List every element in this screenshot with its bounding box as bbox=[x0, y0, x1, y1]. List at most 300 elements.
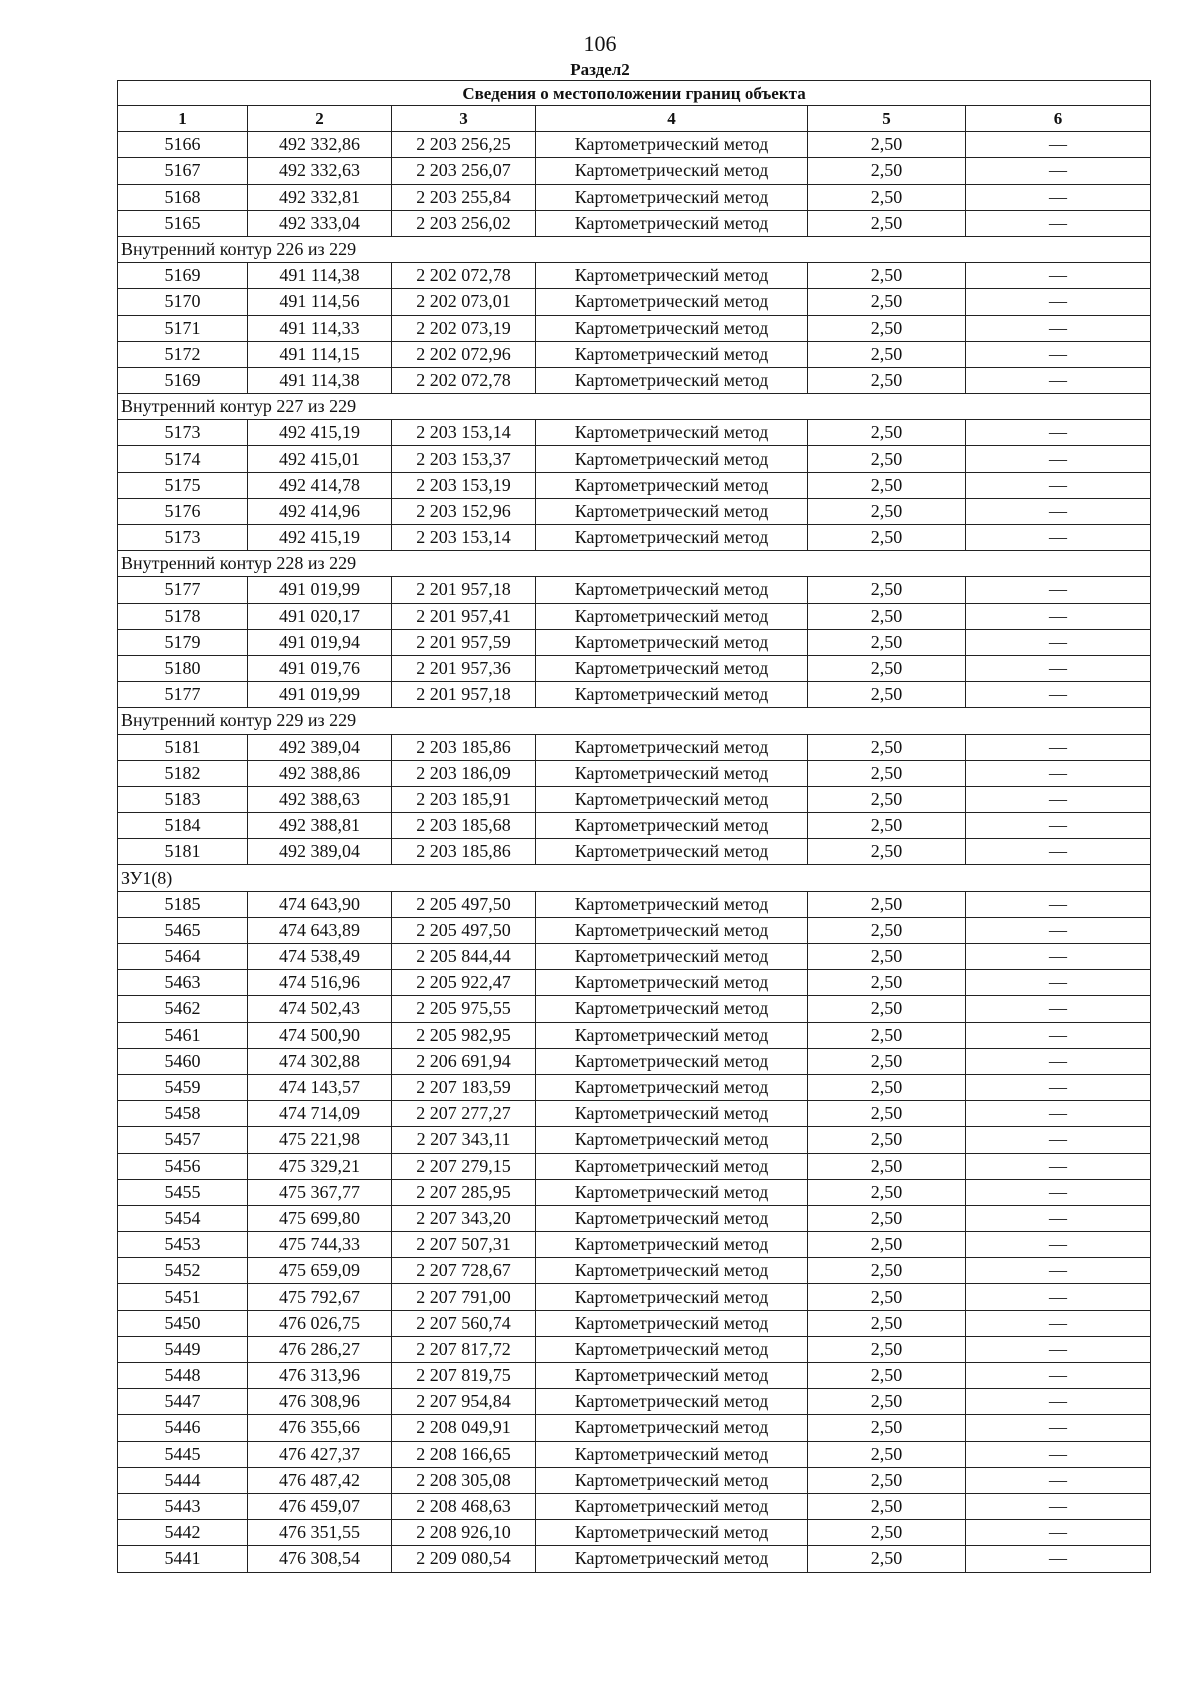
accuracy-cell: 2,50 bbox=[808, 420, 966, 446]
accuracy-cell: 2,50 bbox=[808, 1127, 966, 1153]
x-coordinate-cell: 491 114,38 bbox=[248, 367, 392, 393]
contour-label: Внутренний контур 226 из 229 bbox=[118, 236, 1151, 262]
point-number-cell: 5174 bbox=[118, 446, 248, 472]
point-number-cell: 5460 bbox=[118, 1048, 248, 1074]
y-coordinate-cell: 2 208 166,65 bbox=[392, 1441, 536, 1467]
accuracy-cell: 2,50 bbox=[808, 629, 966, 655]
accuracy-cell: 2,50 bbox=[808, 1101, 966, 1127]
accuracy-cell: 2,50 bbox=[808, 891, 966, 917]
method-cell: Картометрический метод bbox=[536, 629, 808, 655]
x-coordinate-cell: 475 221,98 bbox=[248, 1127, 392, 1153]
method-cell: Картометрический метод bbox=[536, 525, 808, 551]
x-coordinate-cell: 476 351,55 bbox=[248, 1520, 392, 1546]
point-number-cell: 5454 bbox=[118, 1205, 248, 1231]
y-coordinate-cell: 2 203 256,25 bbox=[392, 132, 536, 158]
y-coordinate-cell: 2 206 691,94 bbox=[392, 1048, 536, 1074]
point-number-cell: 5178 bbox=[118, 603, 248, 629]
x-coordinate-cell: 476 026,75 bbox=[248, 1310, 392, 1336]
method-cell: Картометрический метод bbox=[536, 1546, 808, 1572]
point-number-cell: 5443 bbox=[118, 1493, 248, 1519]
point-number-cell: 5181 bbox=[118, 839, 248, 865]
description-cell: — bbox=[966, 629, 1151, 655]
accuracy-cell: 2,50 bbox=[808, 996, 966, 1022]
method-cell: Картометрический метод bbox=[536, 1363, 808, 1389]
description-cell: — bbox=[966, 420, 1151, 446]
y-coordinate-cell: 2 207 817,72 bbox=[392, 1336, 536, 1362]
accuracy-cell: 2,50 bbox=[808, 498, 966, 524]
description-cell: — bbox=[966, 1389, 1151, 1415]
description-cell: — bbox=[966, 184, 1151, 210]
y-coordinate-cell: 2 207 728,67 bbox=[392, 1258, 536, 1284]
accuracy-cell: 2,50 bbox=[808, 184, 966, 210]
table-row bbox=[118, 210, 1151, 236]
description-cell: — bbox=[966, 734, 1151, 760]
method-cell: Картометрический метод bbox=[536, 891, 808, 917]
description-cell: — bbox=[966, 1467, 1151, 1493]
method-cell: Картометрический метод bbox=[536, 472, 808, 498]
description-cell: — bbox=[966, 446, 1151, 472]
table-row bbox=[118, 1179, 1151, 1205]
table-row bbox=[118, 682, 1151, 708]
table-row bbox=[118, 1389, 1151, 1415]
accuracy-cell: 2,50 bbox=[808, 1363, 966, 1389]
accuracy-cell: 2,50 bbox=[808, 341, 966, 367]
x-coordinate-cell: 474 143,57 bbox=[248, 1074, 392, 1100]
point-number-cell: 5452 bbox=[118, 1258, 248, 1284]
method-cell: Картометрический метод bbox=[536, 210, 808, 236]
method-cell: Картометрический метод bbox=[536, 734, 808, 760]
accuracy-cell: 2,50 bbox=[808, 446, 966, 472]
table-header-row bbox=[118, 106, 1151, 132]
method-cell: Картометрический метод bbox=[536, 289, 808, 315]
x-coordinate-cell: 492 388,86 bbox=[248, 760, 392, 786]
x-coordinate-cell: 474 643,89 bbox=[248, 917, 392, 943]
y-coordinate-cell: 2 203 185,68 bbox=[392, 813, 536, 839]
accuracy-cell: 2,50 bbox=[808, 1022, 966, 1048]
contour-label: ЗУ1(8) bbox=[118, 865, 1151, 891]
point-number-cell: 5457 bbox=[118, 1127, 248, 1153]
table-row bbox=[118, 1205, 1151, 1231]
description-cell: — bbox=[966, 1363, 1151, 1389]
point-number-cell: 5461 bbox=[118, 1022, 248, 1048]
point-number-cell: 5179 bbox=[118, 629, 248, 655]
point-number-cell: 5175 bbox=[118, 472, 248, 498]
accuracy-cell: 2,50 bbox=[808, 1441, 966, 1467]
table-row bbox=[118, 525, 1151, 551]
point-number-cell: 5181 bbox=[118, 734, 248, 760]
description-cell: — bbox=[966, 786, 1151, 812]
accuracy-cell: 2,50 bbox=[808, 813, 966, 839]
accuracy-cell: 2,50 bbox=[808, 1389, 966, 1415]
contour-header-row bbox=[118, 865, 1151, 891]
point-number-cell: 5167 bbox=[118, 158, 248, 184]
description-cell: — bbox=[966, 1205, 1151, 1231]
description-cell: — bbox=[966, 472, 1151, 498]
description-cell: — bbox=[966, 1153, 1151, 1179]
description-cell: — bbox=[966, 525, 1151, 551]
accuracy-cell: 2,50 bbox=[808, 760, 966, 786]
accuracy-cell: 2,50 bbox=[808, 786, 966, 812]
table-row bbox=[118, 629, 1151, 655]
method-cell: Картометрический метод bbox=[536, 498, 808, 524]
y-coordinate-cell: 2 205 982,95 bbox=[392, 1022, 536, 1048]
method-cell: Картометрический метод bbox=[536, 341, 808, 367]
accuracy-cell: 2,50 bbox=[808, 577, 966, 603]
y-coordinate-cell: 2 202 073,19 bbox=[392, 315, 536, 341]
point-number-cell: 5173 bbox=[118, 420, 248, 446]
accuracy-cell: 2,50 bbox=[808, 1493, 966, 1519]
table-row bbox=[118, 1074, 1151, 1100]
method-cell: Картометрический метод bbox=[536, 1074, 808, 1100]
method-cell: Картометрический метод bbox=[536, 577, 808, 603]
y-coordinate-cell: 2 208 049,91 bbox=[392, 1415, 536, 1441]
method-cell: Картометрический метод bbox=[536, 1127, 808, 1153]
x-coordinate-cell: 491 019,76 bbox=[248, 655, 392, 681]
table-row bbox=[118, 839, 1151, 865]
description-cell: — bbox=[966, 1493, 1151, 1519]
method-cell: Картометрический метод bbox=[536, 760, 808, 786]
table-row bbox=[118, 1153, 1151, 1179]
accuracy-cell: 2,50 bbox=[808, 1205, 966, 1231]
method-cell: Картометрический метод bbox=[536, 1520, 808, 1546]
table-row bbox=[118, 917, 1151, 943]
contour-label: Внутренний контур 228 из 229 bbox=[118, 551, 1151, 577]
table-body bbox=[118, 132, 1151, 1572]
description-cell: — bbox=[966, 655, 1151, 681]
table-row bbox=[118, 1284, 1151, 1310]
point-number-cell: 5169 bbox=[118, 263, 248, 289]
table-row bbox=[118, 786, 1151, 812]
accuracy-cell: 2,50 bbox=[808, 1520, 966, 1546]
column-header-3: 3 bbox=[392, 106, 536, 132]
x-coordinate-cell: 492 332,86 bbox=[248, 132, 392, 158]
method-cell: Картометрический метод bbox=[536, 682, 808, 708]
point-number-cell: 5168 bbox=[118, 184, 248, 210]
point-number-cell: 5183 bbox=[118, 786, 248, 812]
accuracy-cell: 2,50 bbox=[808, 472, 966, 498]
x-coordinate-cell: 475 329,21 bbox=[248, 1153, 392, 1179]
point-number-cell: 5173 bbox=[118, 525, 248, 551]
table-row bbox=[118, 1520, 1151, 1546]
description-cell: — bbox=[966, 1232, 1151, 1258]
x-coordinate-cell: 476 286,27 bbox=[248, 1336, 392, 1362]
y-coordinate-cell: 2 208 305,08 bbox=[392, 1467, 536, 1493]
y-coordinate-cell: 2 203 185,86 bbox=[392, 734, 536, 760]
y-coordinate-cell: 2 207 560,74 bbox=[392, 1310, 536, 1336]
contour-label: Внутренний контур 227 из 229 bbox=[118, 394, 1151, 420]
x-coordinate-cell: 491 114,33 bbox=[248, 315, 392, 341]
method-cell: Картометрический метод bbox=[536, 1153, 808, 1179]
y-coordinate-cell: 2 203 153,14 bbox=[392, 420, 536, 446]
description-cell: — bbox=[966, 1022, 1151, 1048]
y-coordinate-cell: 2 207 507,31 bbox=[392, 1232, 536, 1258]
table-row bbox=[118, 577, 1151, 603]
y-coordinate-cell: 2 207 343,11 bbox=[392, 1127, 536, 1153]
table-row bbox=[118, 263, 1151, 289]
table-row bbox=[118, 315, 1151, 341]
table-row bbox=[118, 1363, 1151, 1389]
y-coordinate-cell: 2 201 957,36 bbox=[392, 655, 536, 681]
y-coordinate-cell: 2 203 256,07 bbox=[392, 158, 536, 184]
method-cell: Картометрический метод bbox=[536, 917, 808, 943]
description-cell: — bbox=[966, 1520, 1151, 1546]
point-number-cell: 5441 bbox=[118, 1546, 248, 1572]
description-cell: — bbox=[966, 682, 1151, 708]
accuracy-cell: 2,50 bbox=[808, 1074, 966, 1100]
y-coordinate-cell: 2 203 185,91 bbox=[392, 786, 536, 812]
y-coordinate-cell: 2 203 186,09 bbox=[392, 760, 536, 786]
point-number-cell: 5464 bbox=[118, 944, 248, 970]
table-row bbox=[118, 655, 1151, 681]
x-coordinate-cell: 476 427,37 bbox=[248, 1441, 392, 1467]
table-row bbox=[118, 1467, 1151, 1493]
accuracy-cell: 2,50 bbox=[808, 655, 966, 681]
description-cell: — bbox=[966, 1179, 1151, 1205]
method-cell: Картометрический метод bbox=[536, 839, 808, 865]
x-coordinate-cell: 476 487,42 bbox=[248, 1467, 392, 1493]
method-cell: Картометрический метод bbox=[536, 367, 808, 393]
column-header-4: 4 bbox=[536, 106, 808, 132]
point-number-cell: 5176 bbox=[118, 498, 248, 524]
y-coordinate-cell: 2 203 256,02 bbox=[392, 210, 536, 236]
method-cell: Картометрический метод bbox=[536, 944, 808, 970]
description-cell: — bbox=[966, 210, 1151, 236]
accuracy-cell: 2,50 bbox=[808, 263, 966, 289]
accuracy-cell: 2,50 bbox=[808, 970, 966, 996]
contour-header-row bbox=[118, 236, 1151, 262]
x-coordinate-cell: 475 744,33 bbox=[248, 1232, 392, 1258]
description-cell: — bbox=[966, 263, 1151, 289]
x-coordinate-cell: 476 308,54 bbox=[248, 1546, 392, 1572]
method-cell: Картометрический метод bbox=[536, 1179, 808, 1205]
description-cell: — bbox=[966, 498, 1151, 524]
table-row bbox=[118, 760, 1151, 786]
description-cell: — bbox=[966, 891, 1151, 917]
x-coordinate-cell: 491 019,99 bbox=[248, 577, 392, 603]
accuracy-cell: 2,50 bbox=[808, 367, 966, 393]
x-coordinate-cell: 474 714,09 bbox=[248, 1101, 392, 1127]
description-cell: — bbox=[966, 1127, 1151, 1153]
accuracy-cell: 2,50 bbox=[808, 682, 966, 708]
description-cell: — bbox=[966, 1336, 1151, 1362]
point-number-cell: 5456 bbox=[118, 1153, 248, 1179]
description-cell: — bbox=[966, 1546, 1151, 1572]
accuracy-cell: 2,50 bbox=[808, 525, 966, 551]
y-coordinate-cell: 2 207 183,59 bbox=[392, 1074, 536, 1100]
table-row bbox=[118, 1232, 1151, 1258]
y-coordinate-cell: 2 201 957,18 bbox=[392, 682, 536, 708]
method-cell: Картометрический метод bbox=[536, 1310, 808, 1336]
x-coordinate-cell: 492 415,19 bbox=[248, 525, 392, 551]
y-coordinate-cell: 2 203 152,96 bbox=[392, 498, 536, 524]
description-cell: — bbox=[966, 1074, 1151, 1100]
point-number-cell: 5184 bbox=[118, 813, 248, 839]
method-cell: Картометрический метод bbox=[536, 1336, 808, 1362]
accuracy-cell: 2,50 bbox=[808, 1258, 966, 1284]
x-coordinate-cell: 492 389,04 bbox=[248, 839, 392, 865]
table-row bbox=[118, 472, 1151, 498]
y-coordinate-cell: 2 202 073,01 bbox=[392, 289, 536, 315]
table-caption: Сведения о местоположении границ объекта bbox=[118, 81, 1151, 106]
description-cell: — bbox=[966, 132, 1151, 158]
x-coordinate-cell: 476 459,07 bbox=[248, 1493, 392, 1519]
point-number-cell: 5446 bbox=[118, 1415, 248, 1441]
method-cell: Картометрический метод bbox=[536, 132, 808, 158]
point-number-cell: 5465 bbox=[118, 917, 248, 943]
table-row bbox=[118, 1546, 1151, 1572]
accuracy-cell: 2,50 bbox=[808, 1415, 966, 1441]
description-cell: — bbox=[966, 917, 1151, 943]
method-cell: Картометрический метод bbox=[536, 446, 808, 472]
table-row bbox=[118, 1310, 1151, 1336]
table-row bbox=[118, 1441, 1151, 1467]
table-row bbox=[118, 446, 1151, 472]
x-coordinate-cell: 474 302,88 bbox=[248, 1048, 392, 1074]
x-coordinate-cell: 474 500,90 bbox=[248, 1022, 392, 1048]
method-cell: Картометрический метод bbox=[536, 263, 808, 289]
x-coordinate-cell: 476 313,96 bbox=[248, 1363, 392, 1389]
table-row bbox=[118, 132, 1151, 158]
point-number-cell: 5445 bbox=[118, 1441, 248, 1467]
point-number-cell: 5177 bbox=[118, 682, 248, 708]
y-coordinate-cell: 2 201 957,59 bbox=[392, 629, 536, 655]
x-coordinate-cell: 492 415,19 bbox=[248, 420, 392, 446]
accuracy-cell: 2,50 bbox=[808, 289, 966, 315]
x-coordinate-cell: 474 516,96 bbox=[248, 970, 392, 996]
point-number-cell: 5458 bbox=[118, 1101, 248, 1127]
point-number-cell: 5448 bbox=[118, 1363, 248, 1389]
point-number-cell: 5185 bbox=[118, 891, 248, 917]
table-row bbox=[118, 1258, 1151, 1284]
contour-label: Внутренний контур 229 из 229 bbox=[118, 708, 1151, 734]
accuracy-cell: 2,50 bbox=[808, 839, 966, 865]
y-coordinate-cell: 2 209 080,54 bbox=[392, 1546, 536, 1572]
accuracy-cell: 2,50 bbox=[808, 1284, 966, 1310]
x-coordinate-cell: 492 389,04 bbox=[248, 734, 392, 760]
description-cell: — bbox=[966, 367, 1151, 393]
table-row bbox=[118, 1022, 1151, 1048]
method-cell: Картометрический метод bbox=[536, 655, 808, 681]
description-cell: — bbox=[966, 1441, 1151, 1467]
contour-header-row bbox=[118, 708, 1151, 734]
description-cell: — bbox=[966, 760, 1151, 786]
table-row bbox=[118, 158, 1151, 184]
accuracy-cell: 2,50 bbox=[808, 1546, 966, 1572]
y-coordinate-cell: 2 205 844,44 bbox=[392, 944, 536, 970]
accuracy-cell: 2,50 bbox=[808, 1179, 966, 1205]
description-cell: — bbox=[966, 289, 1151, 315]
table-row bbox=[118, 996, 1151, 1022]
method-cell: Картометрический метод bbox=[536, 1205, 808, 1231]
table-row bbox=[118, 1101, 1151, 1127]
x-coordinate-cell: 474 502,43 bbox=[248, 996, 392, 1022]
x-coordinate-cell: 475 699,80 bbox=[248, 1205, 392, 1231]
accuracy-cell: 2,50 bbox=[808, 210, 966, 236]
y-coordinate-cell: 2 205 497,50 bbox=[392, 917, 536, 943]
description-cell: — bbox=[966, 839, 1151, 865]
table-row bbox=[118, 1493, 1151, 1519]
column-header-5: 5 bbox=[808, 106, 966, 132]
contour-header-row bbox=[118, 551, 1151, 577]
accuracy-cell: 2,50 bbox=[808, 1048, 966, 1074]
y-coordinate-cell: 2 207 819,75 bbox=[392, 1363, 536, 1389]
method-cell: Картометрический метод bbox=[536, 813, 808, 839]
x-coordinate-cell: 492 332,63 bbox=[248, 158, 392, 184]
accuracy-cell: 2,50 bbox=[808, 158, 966, 184]
x-coordinate-cell: 476 355,66 bbox=[248, 1415, 392, 1441]
table-row bbox=[118, 184, 1151, 210]
y-coordinate-cell: 2 201 957,41 bbox=[392, 603, 536, 629]
table-row bbox=[118, 1415, 1151, 1441]
description-cell: — bbox=[966, 813, 1151, 839]
point-number-cell: 5462 bbox=[118, 996, 248, 1022]
method-cell: Картометрический метод bbox=[536, 1284, 808, 1310]
accuracy-cell: 2,50 bbox=[808, 1153, 966, 1179]
table-row bbox=[118, 498, 1151, 524]
point-number-cell: 5449 bbox=[118, 1336, 248, 1362]
description-cell: — bbox=[966, 315, 1151, 341]
point-number-cell: 5463 bbox=[118, 970, 248, 996]
accuracy-cell: 2,50 bbox=[808, 315, 966, 341]
accuracy-cell: 2,50 bbox=[808, 944, 966, 970]
y-coordinate-cell: 2 207 791,00 bbox=[392, 1284, 536, 1310]
x-coordinate-cell: 492 414,96 bbox=[248, 498, 392, 524]
column-header-1: 1 bbox=[118, 106, 248, 132]
x-coordinate-cell: 492 388,81 bbox=[248, 813, 392, 839]
point-number-cell: 5447 bbox=[118, 1389, 248, 1415]
table-row bbox=[118, 1336, 1151, 1362]
table-row bbox=[118, 341, 1151, 367]
method-cell: Картометрический метод bbox=[536, 158, 808, 184]
method-cell: Картометрический метод bbox=[536, 1232, 808, 1258]
x-coordinate-cell: 491 114,38 bbox=[248, 263, 392, 289]
y-coordinate-cell: 2 207 343,20 bbox=[392, 1205, 536, 1231]
description-cell: — bbox=[966, 1284, 1151, 1310]
y-coordinate-cell: 2 203 255,84 bbox=[392, 184, 536, 210]
method-cell: Картометрический метод bbox=[536, 1048, 808, 1074]
table-row bbox=[118, 1048, 1151, 1074]
x-coordinate-cell: 491 020,17 bbox=[248, 603, 392, 629]
description-cell: — bbox=[966, 1258, 1151, 1284]
table-row bbox=[118, 367, 1151, 393]
table-row bbox=[118, 734, 1151, 760]
point-number-cell: 5177 bbox=[118, 577, 248, 603]
description-cell: — bbox=[966, 158, 1151, 184]
table-row bbox=[118, 289, 1151, 315]
description-cell: — bbox=[966, 970, 1151, 996]
description-cell: — bbox=[966, 1310, 1151, 1336]
accuracy-cell: 2,50 bbox=[808, 917, 966, 943]
y-coordinate-cell: 2 202 072,78 bbox=[392, 367, 536, 393]
accuracy-cell: 2,50 bbox=[808, 1336, 966, 1362]
y-coordinate-cell: 2 205 922,47 bbox=[392, 970, 536, 996]
column-header-2: 2 bbox=[248, 106, 392, 132]
y-coordinate-cell: 2 207 285,95 bbox=[392, 1179, 536, 1205]
method-cell: Картометрический метод bbox=[536, 970, 808, 996]
method-cell: Картометрический метод bbox=[536, 315, 808, 341]
table-row bbox=[118, 970, 1151, 996]
y-coordinate-cell: 2 202 072,78 bbox=[392, 263, 536, 289]
table-row bbox=[118, 944, 1151, 970]
accuracy-cell: 2,50 bbox=[808, 734, 966, 760]
point-number-cell: 5442 bbox=[118, 1520, 248, 1546]
y-coordinate-cell: 2 205 975,55 bbox=[392, 996, 536, 1022]
x-coordinate-cell: 491 114,56 bbox=[248, 289, 392, 315]
x-coordinate-cell: 492 415,01 bbox=[248, 446, 392, 472]
y-coordinate-cell: 2 202 072,96 bbox=[392, 341, 536, 367]
point-number-cell: 5182 bbox=[118, 760, 248, 786]
point-number-cell: 5180 bbox=[118, 655, 248, 681]
